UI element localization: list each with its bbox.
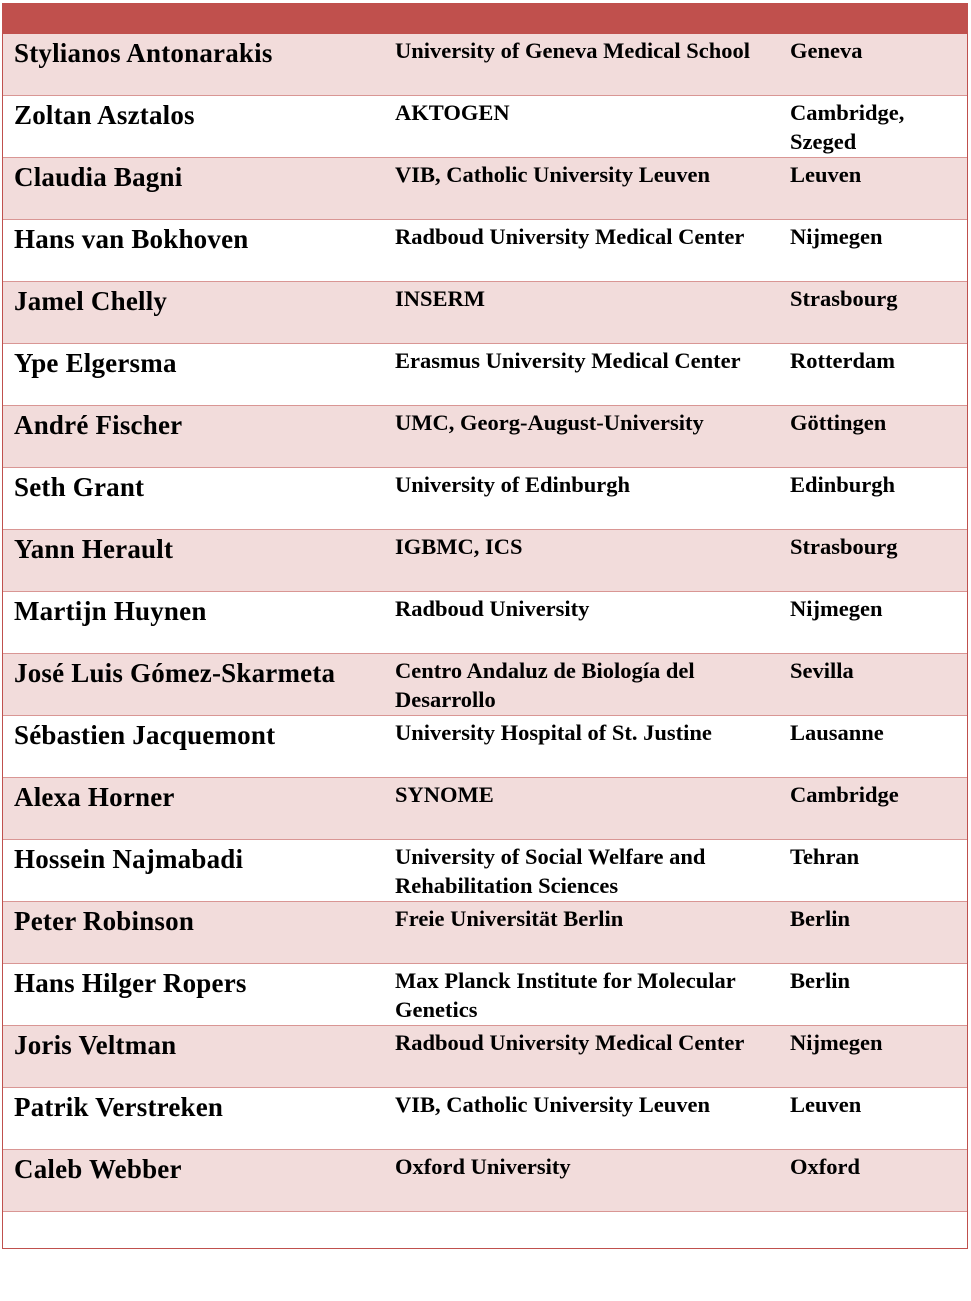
table-row [3, 406, 967, 468]
table-row [3, 716, 967, 778]
participant-institution: IGBMC, ICS [395, 534, 523, 559]
participant-name: José Luis Gómez-Skarmeta [14, 658, 336, 688]
participant-institution: Radboud University [395, 596, 590, 621]
participant-institution: VIB, Catholic University Leuven [395, 162, 710, 187]
table-row [3, 1088, 967, 1150]
table-row [3, 158, 967, 220]
participant-name: Jamel Chelly [14, 286, 168, 316]
table-row [3, 1150, 967, 1212]
participant-city: Berlin [790, 906, 850, 931]
table-row [3, 840, 967, 902]
participant-city: Göttingen [790, 410, 887, 435]
participant-city: Cambridge [790, 782, 899, 807]
table-header-bar [3, 4, 967, 34]
participant-name: André Fischer [14, 410, 183, 440]
participant-institution: University of Geneva Medical School [395, 38, 750, 63]
participant-name: Seth Grant [14, 472, 145, 502]
participant-institution: University of Social Welfare and Rehabilitation Sciences [395, 844, 706, 898]
participant-institution: VIB, Catholic University Leuven [395, 1092, 710, 1117]
participant-city: Lausanne [790, 720, 884, 745]
participant-city: Oxford [790, 1154, 860, 1179]
participant-institution: INSERM [395, 286, 486, 311]
participant-name: Hans Hilger Ropers [14, 968, 247, 998]
participants-table [2, 3, 968, 1249]
participant-institution: Freie Universität Berlin [395, 906, 624, 931]
participant-city: Berlin [790, 968, 850, 993]
participant-institution: University Hospital of St. Justine [395, 720, 712, 745]
table-row-empty [3, 1212, 967, 1248]
participant-city: Sevilla [790, 658, 854, 683]
participant-institution: Erasmus University Medical Center [395, 348, 741, 373]
participant-name: Zoltan Asztalos [14, 100, 195, 130]
participant-city: Strasbourg [790, 286, 898, 311]
participant-name: Claudia Bagni [14, 162, 183, 192]
participant-city: Edinburgh [790, 472, 896, 497]
participant-institution: Radboud University Medical Center [395, 224, 745, 249]
participant-name: Joris Veltman [14, 1030, 177, 1060]
table-row [3, 34, 967, 96]
participant-city: Nijmegen [790, 1030, 883, 1055]
participant-name: Patrik Verstreken [14, 1092, 224, 1122]
participant-institution: Oxford University [395, 1154, 571, 1179]
participant-city: Tehran [790, 844, 860, 869]
table-row [3, 902, 967, 964]
participant-institution: Max Planck Institute for Molecular Genetics [395, 968, 736, 1022]
participant-city: Leuven [790, 162, 862, 187]
participant-city: Cambridge, Szeged [790, 100, 905, 154]
participant-institution: University of Edinburgh [395, 472, 631, 497]
table-row [3, 468, 967, 530]
participant-city: Rotterdam [790, 348, 895, 373]
participant-name: Yann Herault [14, 534, 174, 564]
participant-name: Peter Robinson [14, 906, 195, 936]
table-row [3, 530, 967, 592]
participant-institution: Radboud University Medical Center [395, 1030, 745, 1055]
participant-city: Leuven [790, 1092, 862, 1117]
table-row [3, 654, 967, 716]
participant-city: Strasbourg [790, 534, 898, 559]
table-row [3, 344, 967, 406]
table-row [3, 282, 967, 344]
participant-name: Stylianos Antonarakis [14, 38, 273, 68]
table-row [3, 220, 967, 282]
participant-name: Martijn Huynen [14, 596, 207, 626]
participant-name: Alexa Horner [14, 782, 175, 812]
participant-institution: SYNOME [395, 782, 494, 807]
table-row [3, 964, 967, 1026]
participant-name: Hans van Bokhoven [14, 224, 249, 254]
participant-city: Geneva [790, 38, 863, 63]
participant-institution: UMC, Georg-August-University [395, 410, 704, 435]
table-row [3, 1026, 967, 1088]
participant-name: Hossein Najmabadi [14, 844, 244, 874]
participant-institution: Centro Andaluz de Biología del Desarrollo [395, 658, 695, 712]
participant-institution: AKTOGEN [395, 100, 510, 125]
participant-name: Sébastien Jacquemont [14, 720, 276, 750]
table-row [3, 592, 967, 654]
participant-city: Nijmegen [790, 596, 883, 621]
participant-name: Ype Elgersma [14, 348, 177, 378]
table-row [3, 778, 967, 840]
table-row [3, 96, 967, 158]
participant-city: Nijmegen [790, 224, 883, 249]
participant-name: Caleb Webber [14, 1154, 182, 1184]
